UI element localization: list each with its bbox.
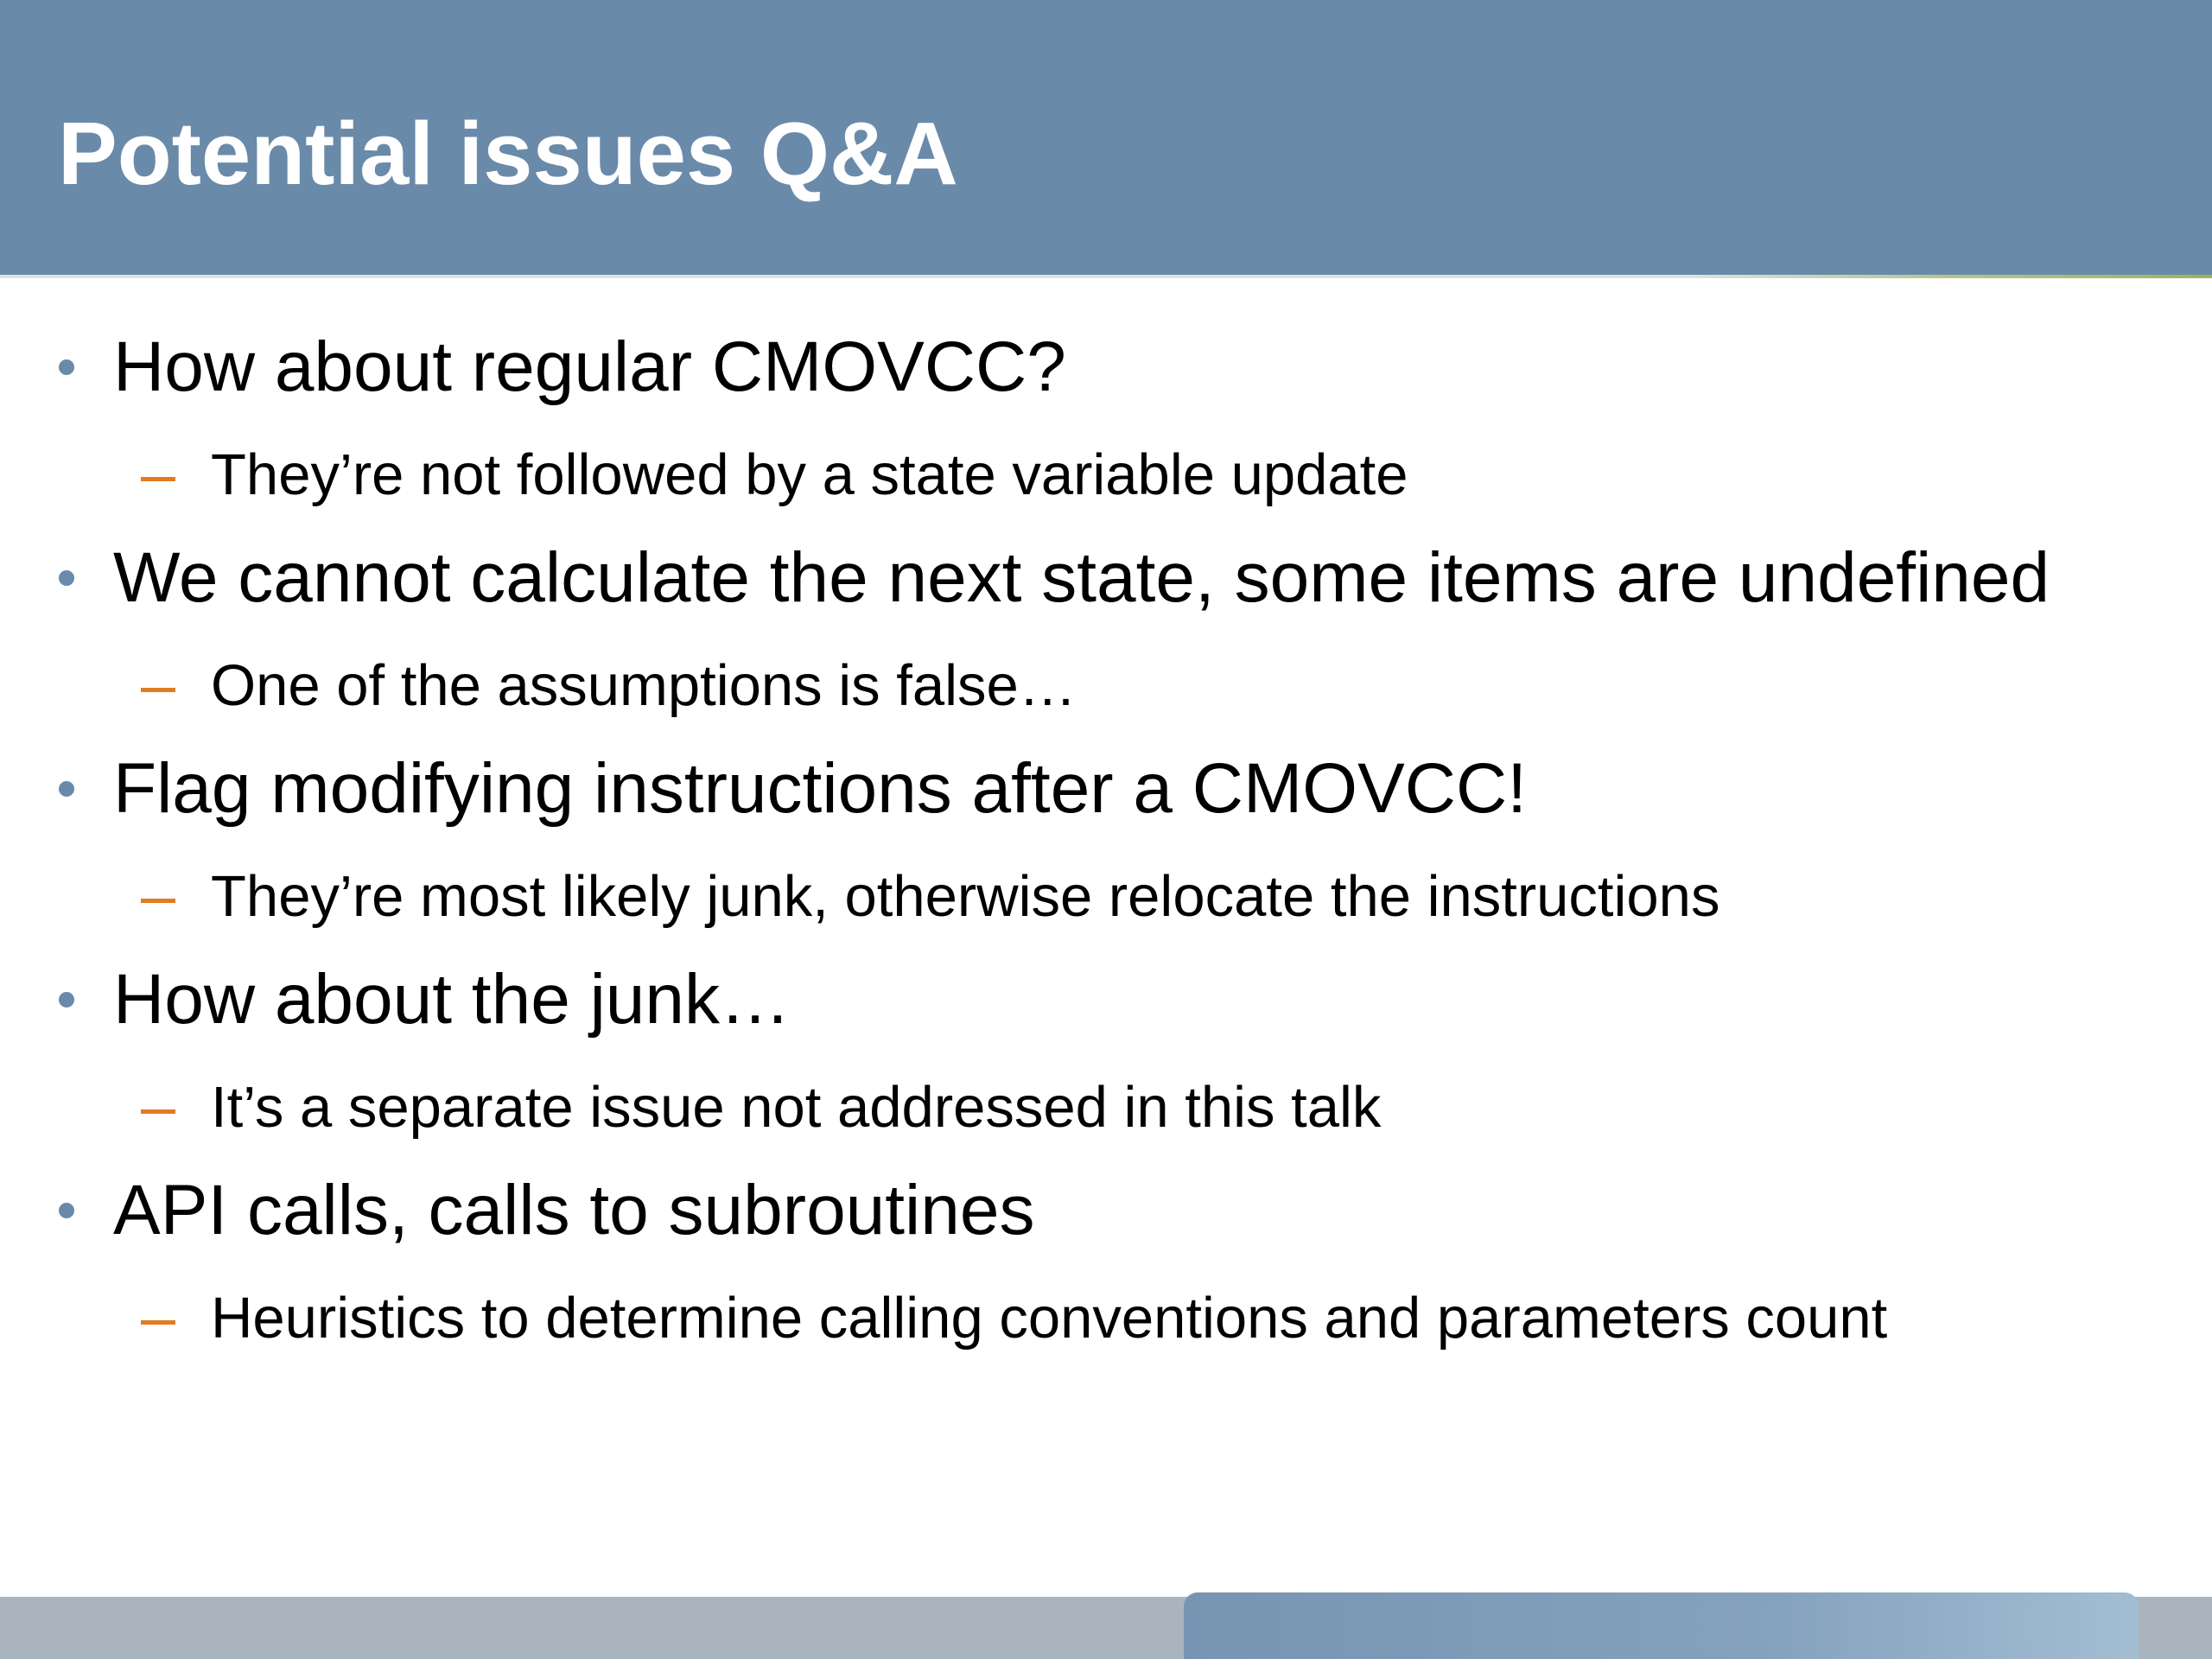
slide-title: Potential issues Q&A <box>58 104 958 203</box>
sub-bullet-text: It’s a separate issue not addressed in this talk <box>211 1075 1382 1140</box>
dash-icon <box>141 688 175 692</box>
bullet-text: We cannot calculate the next state, some items are undefined <box>113 538 2050 617</box>
bullet-dot-icon <box>59 1203 74 1218</box>
dash-icon <box>141 1109 175 1114</box>
dash-icon <box>141 477 175 481</box>
bullet-text: How about regular CMOVCC? <box>113 327 1066 406</box>
sub-bullet-text: They’re not followed by a state variable update <box>211 442 1408 507</box>
header-divider <box>0 275 2212 278</box>
sub-bullet-text: They’re most likely junk, otherwise relocate the instructions <box>211 864 1720 929</box>
bullet-dot-icon <box>59 570 74 586</box>
dash-icon <box>141 1320 175 1325</box>
bullet-text: Flag modifying instructions after a CMOVCC! <box>113 749 1527 828</box>
sub-bullet-text: One of the assumptions is false… <box>211 653 1077 718</box>
bullet-dot-icon <box>59 781 74 797</box>
dash-icon <box>141 899 175 903</box>
bullet-dot-icon <box>59 992 74 1007</box>
sub-bullet-text: Heuristics to determine calling conventions and parameters count <box>211 1286 1888 1351</box>
footer-tab <box>1184 1592 2139 1659</box>
bullet-dot-icon <box>59 359 74 375</box>
bullet-text: API calls, calls to subroutines <box>113 1171 1035 1249</box>
title-bar <box>0 0 2212 275</box>
bullet-text: How about the junk… <box>113 960 791 1039</box>
